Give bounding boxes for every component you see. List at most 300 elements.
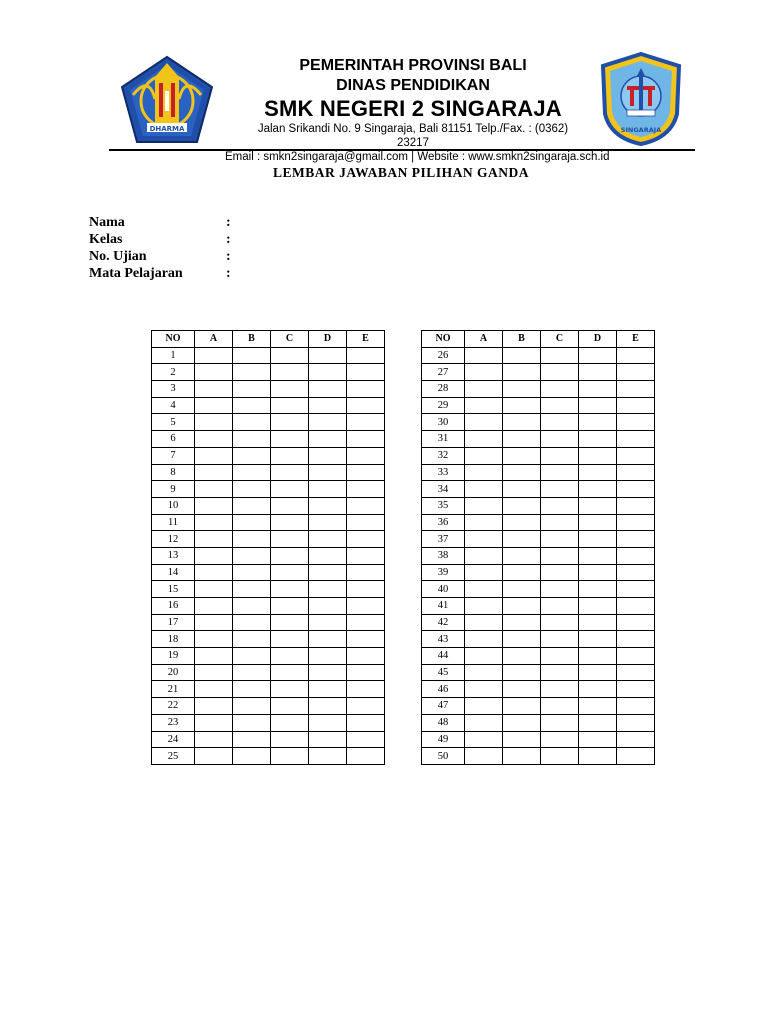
- answer-row: [422, 698, 655, 715]
- answer-cell-c[interactable]: [271, 447, 309, 464]
- answer-cell-b[interactable]: [233, 681, 271, 698]
- question-number: 28: [422, 381, 465, 398]
- answer-row: [152, 497, 385, 514]
- answer-cell-d[interactable]: [579, 414, 617, 431]
- answer-cell-b[interactable]: [233, 464, 271, 481]
- answer-cell-a[interactable]: [465, 631, 503, 648]
- answer-cell-a[interactable]: [195, 431, 233, 448]
- answer-cell-c[interactable]: [271, 714, 309, 731]
- answer-cell-d[interactable]: [579, 397, 617, 414]
- answer-cell-d[interactable]: [579, 547, 617, 564]
- answer-cell-e[interactable]: [347, 381, 385, 398]
- answer-cell-d[interactable]: [309, 447, 347, 464]
- answer-row: [422, 648, 655, 665]
- question-number: 12: [152, 531, 195, 548]
- answer-cell-b[interactable]: [233, 664, 271, 681]
- answer-cell-b[interactable]: [503, 431, 541, 448]
- answer-cell-b[interactable]: [233, 381, 271, 398]
- answer-cell-e[interactable]: [617, 581, 655, 598]
- answer-cell-e[interactable]: [617, 381, 655, 398]
- answer-cell-e[interactable]: [617, 481, 655, 498]
- answer-cell-c[interactable]: [541, 547, 579, 564]
- answer-cell-c[interactable]: [271, 681, 309, 698]
- answer-cell-e[interactable]: [347, 714, 385, 731]
- answer-cell-d[interactable]: [309, 714, 347, 731]
- answer-cell-d[interactable]: [309, 598, 347, 615]
- answer-cell-c[interactable]: [271, 698, 309, 715]
- answer-cell-a[interactable]: [465, 447, 503, 464]
- answer-row: [152, 598, 385, 615]
- answer-cell-a[interactable]: [465, 714, 503, 731]
- answer-cell-b[interactable]: [503, 748, 541, 765]
- answer-cell-b[interactable]: [503, 414, 541, 431]
- answer-row: [422, 364, 655, 381]
- answer-cell-e[interactable]: [347, 431, 385, 448]
- answer-row: [422, 714, 655, 731]
- answer-cell-d[interactable]: [309, 364, 347, 381]
- answer-cell-a[interactable]: [195, 598, 233, 615]
- answer-cell-a[interactable]: [195, 698, 233, 715]
- answer-cell-b[interactable]: [503, 547, 541, 564]
- answer-cell-c[interactable]: [541, 648, 579, 665]
- answer-cell-b[interactable]: [233, 648, 271, 665]
- answer-cell-d[interactable]: [579, 431, 617, 448]
- answer-cell-d[interactable]: [579, 748, 617, 765]
- answer-row: [152, 681, 385, 698]
- answer-cell-a[interactable]: [195, 481, 233, 498]
- answer-cell-d[interactable]: [309, 631, 347, 648]
- answer-cell-c[interactable]: [271, 381, 309, 398]
- answer-cell-e[interactable]: [347, 481, 385, 498]
- answer-cell-b[interactable]: [503, 531, 541, 548]
- answer-cell-c[interactable]: [271, 347, 309, 364]
- answer-cell-a[interactable]: [465, 481, 503, 498]
- answer-cell-a[interactable]: [465, 364, 503, 381]
- answer-cell-d[interactable]: [579, 581, 617, 598]
- answer-cell-d[interactable]: [579, 598, 617, 615]
- answer-cell-b[interactable]: [503, 481, 541, 498]
- answer-cell-b[interactable]: [233, 598, 271, 615]
- answer-cell-a[interactable]: [195, 748, 233, 765]
- answer-cell-d[interactable]: [309, 531, 347, 548]
- answer-cell-a[interactable]: [465, 514, 503, 531]
- answer-row: [152, 397, 385, 414]
- answer-cell-a[interactable]: [195, 397, 233, 414]
- answer-cell-e[interactable]: [347, 581, 385, 598]
- answer-cell-a[interactable]: [465, 564, 503, 581]
- answer-cell-c[interactable]: [271, 748, 309, 765]
- answer-cell-a[interactable]: [465, 531, 503, 548]
- answer-cell-e[interactable]: [347, 347, 385, 364]
- answer-cell-e[interactable]: [617, 497, 655, 514]
- answer-cell-a[interactable]: [465, 547, 503, 564]
- answer-cell-a[interactable]: [465, 698, 503, 715]
- answer-cell-b[interactable]: [233, 347, 271, 364]
- answer-cell-e[interactable]: [617, 698, 655, 715]
- answer-cell-b[interactable]: [233, 431, 271, 448]
- answer-cell-c[interactable]: [541, 631, 579, 648]
- answer-cell-b[interactable]: [233, 397, 271, 414]
- question-number: 23: [152, 714, 195, 731]
- answer-cell-d[interactable]: [579, 481, 617, 498]
- answer-cell-c[interactable]: [271, 631, 309, 648]
- answer-cell-a[interactable]: [465, 614, 503, 631]
- answer-cell-e[interactable]: [347, 447, 385, 464]
- answer-cell-c[interactable]: [271, 648, 309, 665]
- answer-cell-e[interactable]: [347, 698, 385, 715]
- answer-cell-a[interactable]: [465, 681, 503, 698]
- answer-cell-e[interactable]: [617, 631, 655, 648]
- answer-cell-b[interactable]: [503, 648, 541, 665]
- answer-cell-c[interactable]: [541, 681, 579, 698]
- answer-cell-b[interactable]: [233, 731, 271, 748]
- answer-cell-d[interactable]: [579, 364, 617, 381]
- answer-cell-b[interactable]: [233, 698, 271, 715]
- answer-cell-c[interactable]: [541, 497, 579, 514]
- answer-cell-b[interactable]: [233, 614, 271, 631]
- answer-cell-c[interactable]: [541, 397, 579, 414]
- answer-cell-d[interactable]: [309, 564, 347, 581]
- answer-cell-c[interactable]: [271, 364, 309, 381]
- answer-row: [152, 364, 385, 381]
- answer-cell-c[interactable]: [541, 698, 579, 715]
- answer-cell-c[interactable]: [541, 447, 579, 464]
- answer-row: [422, 531, 655, 548]
- answer-cell-c[interactable]: [271, 598, 309, 615]
- answer-row: [422, 431, 655, 448]
- answer-cell-d[interactable]: [579, 648, 617, 665]
- question-number: 15: [152, 581, 195, 598]
- answer-cell-b[interactable]: [233, 631, 271, 648]
- answer-cell-c[interactable]: [271, 581, 309, 598]
- answer-cell-a[interactable]: [195, 731, 233, 748]
- answer-cell-b[interactable]: [503, 497, 541, 514]
- answer-cell-d[interactable]: [309, 497, 347, 514]
- answer-cell-c[interactable]: [271, 614, 309, 631]
- answer-cell-b[interactable]: [233, 364, 271, 381]
- answer-cell-d[interactable]: [579, 714, 617, 731]
- question-number: 7: [152, 447, 195, 464]
- answer-cell-b[interactable]: [503, 514, 541, 531]
- answer-cell-c[interactable]: [541, 714, 579, 731]
- answer-cell-a[interactable]: [465, 664, 503, 681]
- answer-cell-a[interactable]: [465, 381, 503, 398]
- answer-cell-e[interactable]: [617, 414, 655, 431]
- answer-cell-d[interactable]: [309, 698, 347, 715]
- answer-cell-b[interactable]: [503, 564, 541, 581]
- answer-cell-a[interactable]: [465, 748, 503, 765]
- answer-cell-d[interactable]: [309, 464, 347, 481]
- answer-cell-d[interactable]: [309, 397, 347, 414]
- answer-cell-b[interactable]: [503, 464, 541, 481]
- answer-cell-d[interactable]: [579, 531, 617, 548]
- answer-cell-d[interactable]: [579, 731, 617, 748]
- answer-cell-b[interactable]: [233, 714, 271, 731]
- answer-row: [152, 514, 385, 531]
- answer-cell-a[interactable]: [195, 364, 233, 381]
- answer-cell-b[interactable]: [233, 564, 271, 581]
- answer-cell-e[interactable]: [617, 464, 655, 481]
- answer-cell-d[interactable]: [309, 664, 347, 681]
- answer-row: [422, 447, 655, 464]
- question-number: 17: [152, 614, 195, 631]
- answer-cell-c[interactable]: [271, 431, 309, 448]
- answer-cell-a[interactable]: [195, 714, 233, 731]
- answer-cell-c[interactable]: [541, 464, 579, 481]
- answer-cell-c[interactable]: [541, 347, 579, 364]
- field-label: No. Ujian: [89, 249, 147, 264]
- letterhead-text: [205, 56, 610, 164]
- answer-cell-e[interactable]: [617, 748, 655, 765]
- answer-cell-d[interactable]: [579, 698, 617, 715]
- answer-cell-a[interactable]: [195, 514, 233, 531]
- answer-cell-b[interactable]: [503, 664, 541, 681]
- answer-cell-d[interactable]: [579, 681, 617, 698]
- answer-cell-c[interactable]: [271, 664, 309, 681]
- answer-cell-e[interactable]: [617, 681, 655, 698]
- answer-cell-c[interactable]: [271, 564, 309, 581]
- answer-cell-b[interactable]: [503, 614, 541, 631]
- answer-cell-e[interactable]: [347, 731, 385, 748]
- answer-cell-d[interactable]: [579, 664, 617, 681]
- question-number: 3: [152, 381, 195, 398]
- answer-cell-a[interactable]: [465, 464, 503, 481]
- answer-cell-a[interactable]: [465, 731, 503, 748]
- answer-cell-e[interactable]: [347, 497, 385, 514]
- answer-row: [422, 464, 655, 481]
- answer-cell-b[interactable]: [503, 581, 541, 598]
- answer-cell-c[interactable]: [541, 414, 579, 431]
- answer-cell-e[interactable]: [617, 364, 655, 381]
- answer-cell-a[interactable]: [465, 431, 503, 448]
- question-number: 32: [422, 447, 465, 464]
- answer-row: [422, 664, 655, 681]
- answer-cell-b[interactable]: [503, 364, 541, 381]
- answer-cell-a[interactable]: [195, 381, 233, 398]
- answer-cell-d[interactable]: [309, 381, 347, 398]
- answer-cell-e[interactable]: [347, 614, 385, 631]
- answer-cell-d[interactable]: [309, 514, 347, 531]
- answer-cell-a[interactable]: [465, 347, 503, 364]
- answer-cell-e[interactable]: [617, 347, 655, 364]
- answer-cell-c[interactable]: [541, 431, 579, 448]
- answer-cell-b[interactable]: [503, 731, 541, 748]
- answer-cell-b[interactable]: [233, 531, 271, 548]
- answer-cell-c[interactable]: [271, 497, 309, 514]
- answer-cell-d[interactable]: [579, 564, 617, 581]
- answer-cell-e[interactable]: [347, 681, 385, 698]
- answer-cell-a[interactable]: [195, 631, 233, 648]
- question-number: 20: [152, 664, 195, 681]
- answer-cell-d[interactable]: [579, 631, 617, 648]
- question-number: 45: [422, 664, 465, 681]
- column-header-no: NO: [422, 331, 465, 348]
- answer-cell-a[interactable]: [465, 581, 503, 598]
- answer-cell-a[interactable]: [195, 547, 233, 564]
- answer-cell-c[interactable]: [541, 381, 579, 398]
- answer-cell-d[interactable]: [309, 481, 347, 498]
- answer-cell-a[interactable]: [465, 598, 503, 615]
- answer-cell-b[interactable]: [233, 514, 271, 531]
- answer-cell-c[interactable]: [541, 481, 579, 498]
- government-name: PEMERINTAH PROVINSI BALI: [299, 57, 527, 74]
- answer-cell-e[interactable]: [617, 598, 655, 615]
- answer-cell-e[interactable]: [347, 364, 385, 381]
- answer-cell-e[interactable]: [347, 397, 385, 414]
- answer-cell-e[interactable]: [347, 547, 385, 564]
- answer-cell-e[interactable]: [617, 447, 655, 464]
- question-number: 46: [422, 681, 465, 698]
- question-number: 31: [422, 431, 465, 448]
- answer-row: [422, 614, 655, 631]
- answer-cell-e[interactable]: [617, 648, 655, 665]
- field-kelas[interactable]: [89, 231, 236, 248]
- answer-cell-b[interactable]: [503, 447, 541, 464]
- answer-table-body: [152, 347, 385, 764]
- answer-cell-a[interactable]: [195, 447, 233, 464]
- answer-cell-b[interactable]: [503, 347, 541, 364]
- answer-cell-e[interactable]: [347, 514, 385, 531]
- answer-cell-a[interactable]: [195, 464, 233, 481]
- answer-cell-e[interactable]: [617, 731, 655, 748]
- answer-row: [152, 664, 385, 681]
- answer-cell-c[interactable]: [271, 414, 309, 431]
- answer-cell-e[interactable]: [617, 614, 655, 631]
- answer-cell-d[interactable]: [309, 614, 347, 631]
- answer-cell-d[interactable]: [579, 381, 617, 398]
- answer-cell-b[interactable]: [503, 598, 541, 615]
- answer-cell-a[interactable]: [195, 531, 233, 548]
- answer-cell-c[interactable]: [271, 731, 309, 748]
- field-no-ujian[interactable]: [89, 248, 236, 265]
- answer-cell-c[interactable]: [541, 564, 579, 581]
- question-number: 22: [152, 698, 195, 715]
- answer-cell-e[interactable]: [347, 531, 385, 548]
- answer-cell-b[interactable]: [503, 714, 541, 731]
- answer-cell-d[interactable]: [579, 347, 617, 364]
- answer-cell-b[interactable]: [503, 381, 541, 398]
- answer-cell-e[interactable]: [617, 714, 655, 731]
- answer-cell-c[interactable]: [541, 748, 579, 765]
- answer-cell-c[interactable]: [541, 598, 579, 615]
- answer-cell-e[interactable]: [617, 514, 655, 531]
- answer-cell-a[interactable]: [195, 347, 233, 364]
- answer-cell-d[interactable]: [579, 447, 617, 464]
- answer-cell-c[interactable]: [541, 531, 579, 548]
- answer-cell-a[interactable]: [195, 581, 233, 598]
- answer-cell-d[interactable]: [579, 514, 617, 531]
- answer-cell-d[interactable]: [309, 748, 347, 765]
- answer-cell-b[interactable]: [233, 414, 271, 431]
- answer-cell-e[interactable]: [617, 397, 655, 414]
- answer-cell-d[interactable]: [579, 497, 617, 514]
- question-number: 37: [422, 531, 465, 548]
- answer-cell-e[interactable]: [347, 564, 385, 581]
- answer-cell-d[interactable]: [309, 681, 347, 698]
- answer-cell-e[interactable]: [617, 564, 655, 581]
- answer-cell-c[interactable]: [541, 364, 579, 381]
- answer-cell-c[interactable]: [541, 581, 579, 598]
- answer-cell-d[interactable]: [309, 731, 347, 748]
- field-nama[interactable]: [89, 214, 236, 231]
- answer-cell-b[interactable]: [233, 481, 271, 498]
- answer-cell-c[interactable]: [271, 514, 309, 531]
- answer-cell-d[interactable]: [579, 464, 617, 481]
- answer-cell-e[interactable]: [347, 748, 385, 765]
- answer-cell-b[interactable]: [503, 681, 541, 698]
- question-number: 35: [422, 497, 465, 514]
- answer-cell-b[interactable]: [503, 397, 541, 414]
- answer-cell-c[interactable]: [271, 481, 309, 498]
- answer-cell-d[interactable]: [579, 614, 617, 631]
- answer-cell-a[interactable]: [465, 397, 503, 414]
- answer-cell-b[interactable]: [233, 547, 271, 564]
- identity-fields: [89, 214, 236, 282]
- answer-cell-d[interactable]: [309, 648, 347, 665]
- question-number: 5: [152, 414, 195, 431]
- answer-cell-b[interactable]: [503, 631, 541, 648]
- answer-cell-a[interactable]: [195, 664, 233, 681]
- answer-cell-a[interactable]: [195, 414, 233, 431]
- answer-cell-c[interactable]: [541, 664, 579, 681]
- answer-row: [152, 581, 385, 598]
- answer-cell-e[interactable]: [617, 547, 655, 564]
- answer-cell-e[interactable]: [347, 664, 385, 681]
- answer-cell-d[interactable]: [309, 581, 347, 598]
- answer-row: [422, 347, 655, 364]
- answer-row: [152, 481, 385, 498]
- answer-cell-d[interactable]: [309, 347, 347, 364]
- answer-cell-c[interactable]: [541, 731, 579, 748]
- answer-cell-e[interactable]: [617, 431, 655, 448]
- field-label: Kelas: [89, 232, 123, 247]
- answer-cell-a[interactable]: [465, 414, 503, 431]
- answer-cell-b[interactable]: [503, 698, 541, 715]
- answer-cell-c[interactable]: [271, 397, 309, 414]
- answer-cell-e[interactable]: [347, 598, 385, 615]
- answer-cell-a[interactable]: [465, 497, 503, 514]
- answer-cell-b[interactable]: [233, 748, 271, 765]
- answer-cell-a[interactable]: [195, 564, 233, 581]
- answer-row: [422, 731, 655, 748]
- answer-cell-e[interactable]: [347, 414, 385, 431]
- answer-cell-a[interactable]: [195, 497, 233, 514]
- answer-cell-e[interactable]: [617, 531, 655, 548]
- answer-cell-c[interactable]: [271, 531, 309, 548]
- school-name: SMK NEGERI 2 SINGARAJA: [264, 96, 562, 121]
- answer-cell-d[interactable]: [309, 431, 347, 448]
- answer-cell-c[interactable]: [271, 464, 309, 481]
- answer-cell-c[interactable]: [541, 614, 579, 631]
- answer-cell-a[interactable]: [195, 648, 233, 665]
- answer-cell-a[interactable]: [465, 648, 503, 665]
- answer-cell-e[interactable]: [347, 648, 385, 665]
- answer-cell-d[interactable]: [309, 547, 347, 564]
- answer-cell-b[interactable]: [233, 497, 271, 514]
- question-number: 6: [152, 431, 195, 448]
- answer-cell-d[interactable]: [309, 414, 347, 431]
- answer-cell-b[interactable]: [233, 581, 271, 598]
- answer-cell-c[interactable]: [541, 514, 579, 531]
- answer-cell-e[interactable]: [347, 631, 385, 648]
- answer-cell-e[interactable]: [617, 664, 655, 681]
- answer-cell-b[interactable]: [233, 447, 271, 464]
- answer-cell-a[interactable]: [195, 614, 233, 631]
- answer-cell-c[interactable]: [271, 547, 309, 564]
- answer-cell-a[interactable]: [195, 681, 233, 698]
- field-mata-pelajaran[interactable]: [89, 265, 236, 282]
- answer-cell-e[interactable]: [347, 464, 385, 481]
